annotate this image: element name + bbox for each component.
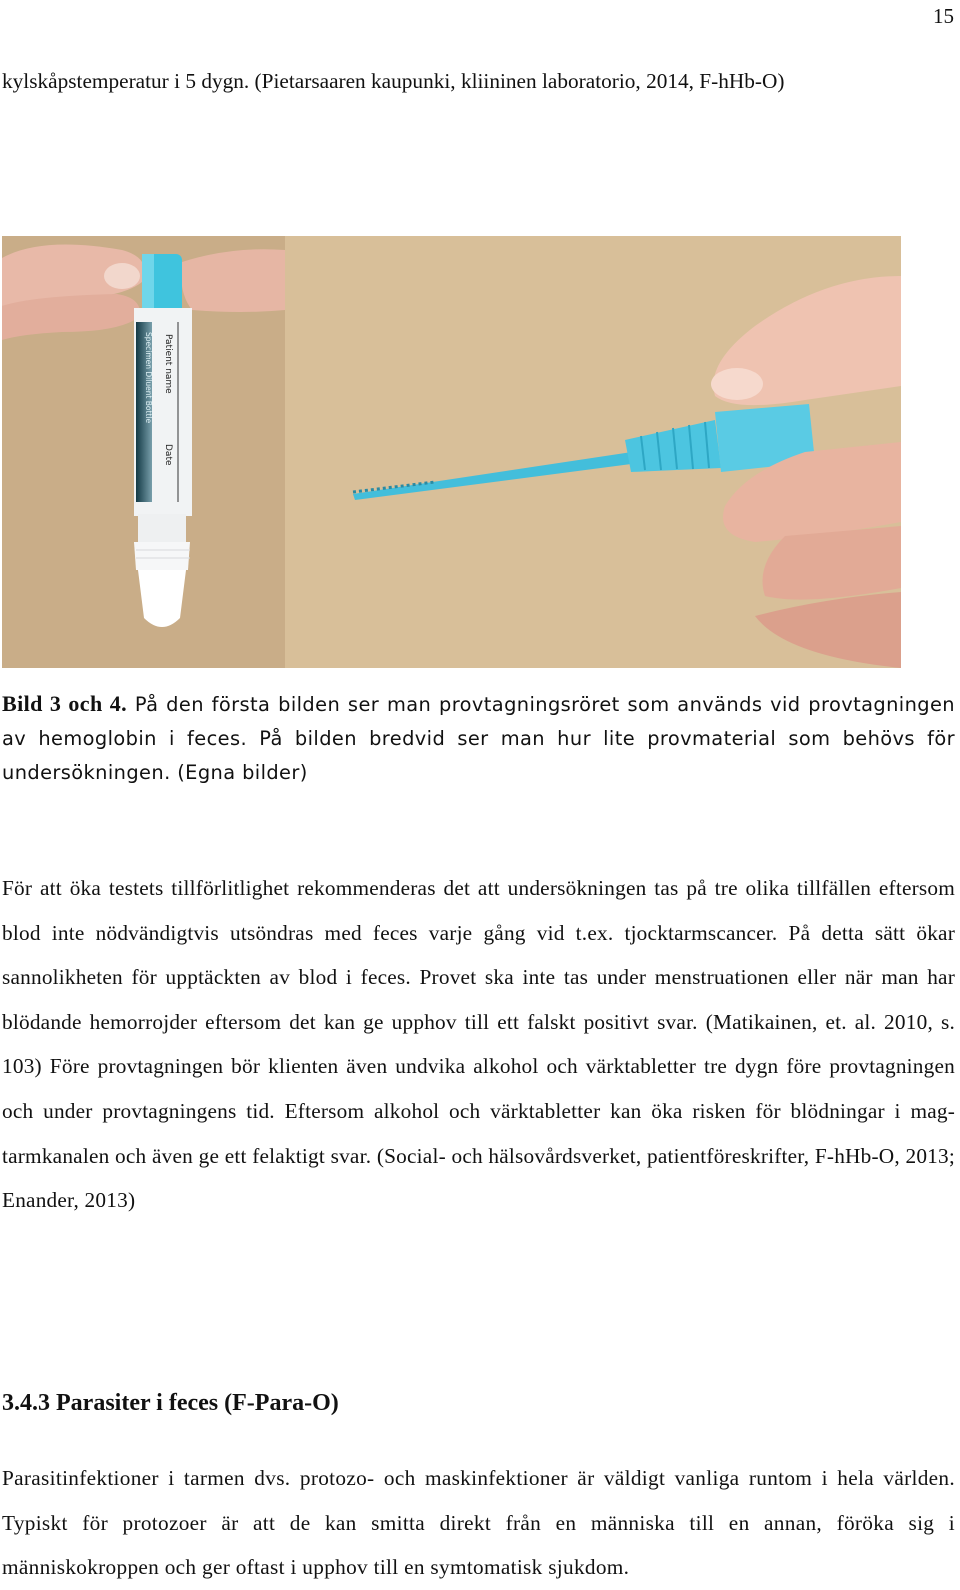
paragraph-intro: kylskåpstemperatur i 5 dygn. (Pietarsaaren kaupunki, kliininen laboratorio, 2014, F-hHb-O) (2, 69, 785, 93)
figure-caption (2, 687, 955, 790)
photo-sampling-stick (285, 236, 901, 668)
paragraph-reliability: För att öka testets tillförlitlighet rekommenderas det att undersökningen tas på tre olika tillfällen eftersom blod inte nödvändigtvis utsöndras med feces varje gång vid t.ex. tjocktarmscancer. På detta sätt ökar sannolikheten för upptäckten av blod i feces. Provet ska inte tas under menstruationen eller när man har blödande hemorrojder eftersom det kan ge upphov till ett falskt positivt svar. (Matikainen, et. al. 2010, s. 103) Före provtagningen bör klienten även undvika alkohol och värktabletter tre dygn före provtagningen och under provtagningens tid. Eftersom alkohol och värktabletter kan öka risken för blödningar i mag-tarmkanalen och även ge ett felaktigt svar. (Social- och hälsovårdsverket, patientföreskrifter, F-hHb-O, 2013; Enander, 2013) (2, 876, 955, 1213)
photo-sampling-tube (2, 236, 285, 668)
page-number: 15 (933, 4, 954, 28)
sampling-stick-illustration (285, 236, 901, 668)
sampling-tube-illustration (2, 236, 285, 668)
caption-label: Bild 3 och 4. (2, 691, 128, 716)
section-heading: 3.4.3 Parasiter i feces (F-Para-O) (2, 1390, 339, 1416)
paragraph-parasites: Parasitinfektioner i tarmen dvs. protozo- och maskinfektioner är väldigt vanliga runtom i hela världen. Typiskt för protozoer är att de kan smitta direkt från en människa till en annan, föröka sig i människokroppen och ger oftast i upphov till en symtomatisk sjukdom. (2, 1466, 955, 1580)
tube-label-patient: Patient name (163, 334, 173, 394)
caption-text: På den första bilden ser man provtagningsröret som används vid provtagningen av hemoglobin i feces. På bilden bredvid ser man hur lite provmaterial som behövs för undersökningen. (Egna bilder) (2, 693, 955, 784)
tube-label-product: Specimen Diluent Bottle (144, 332, 153, 424)
tube-label-date: Date (163, 444, 173, 466)
